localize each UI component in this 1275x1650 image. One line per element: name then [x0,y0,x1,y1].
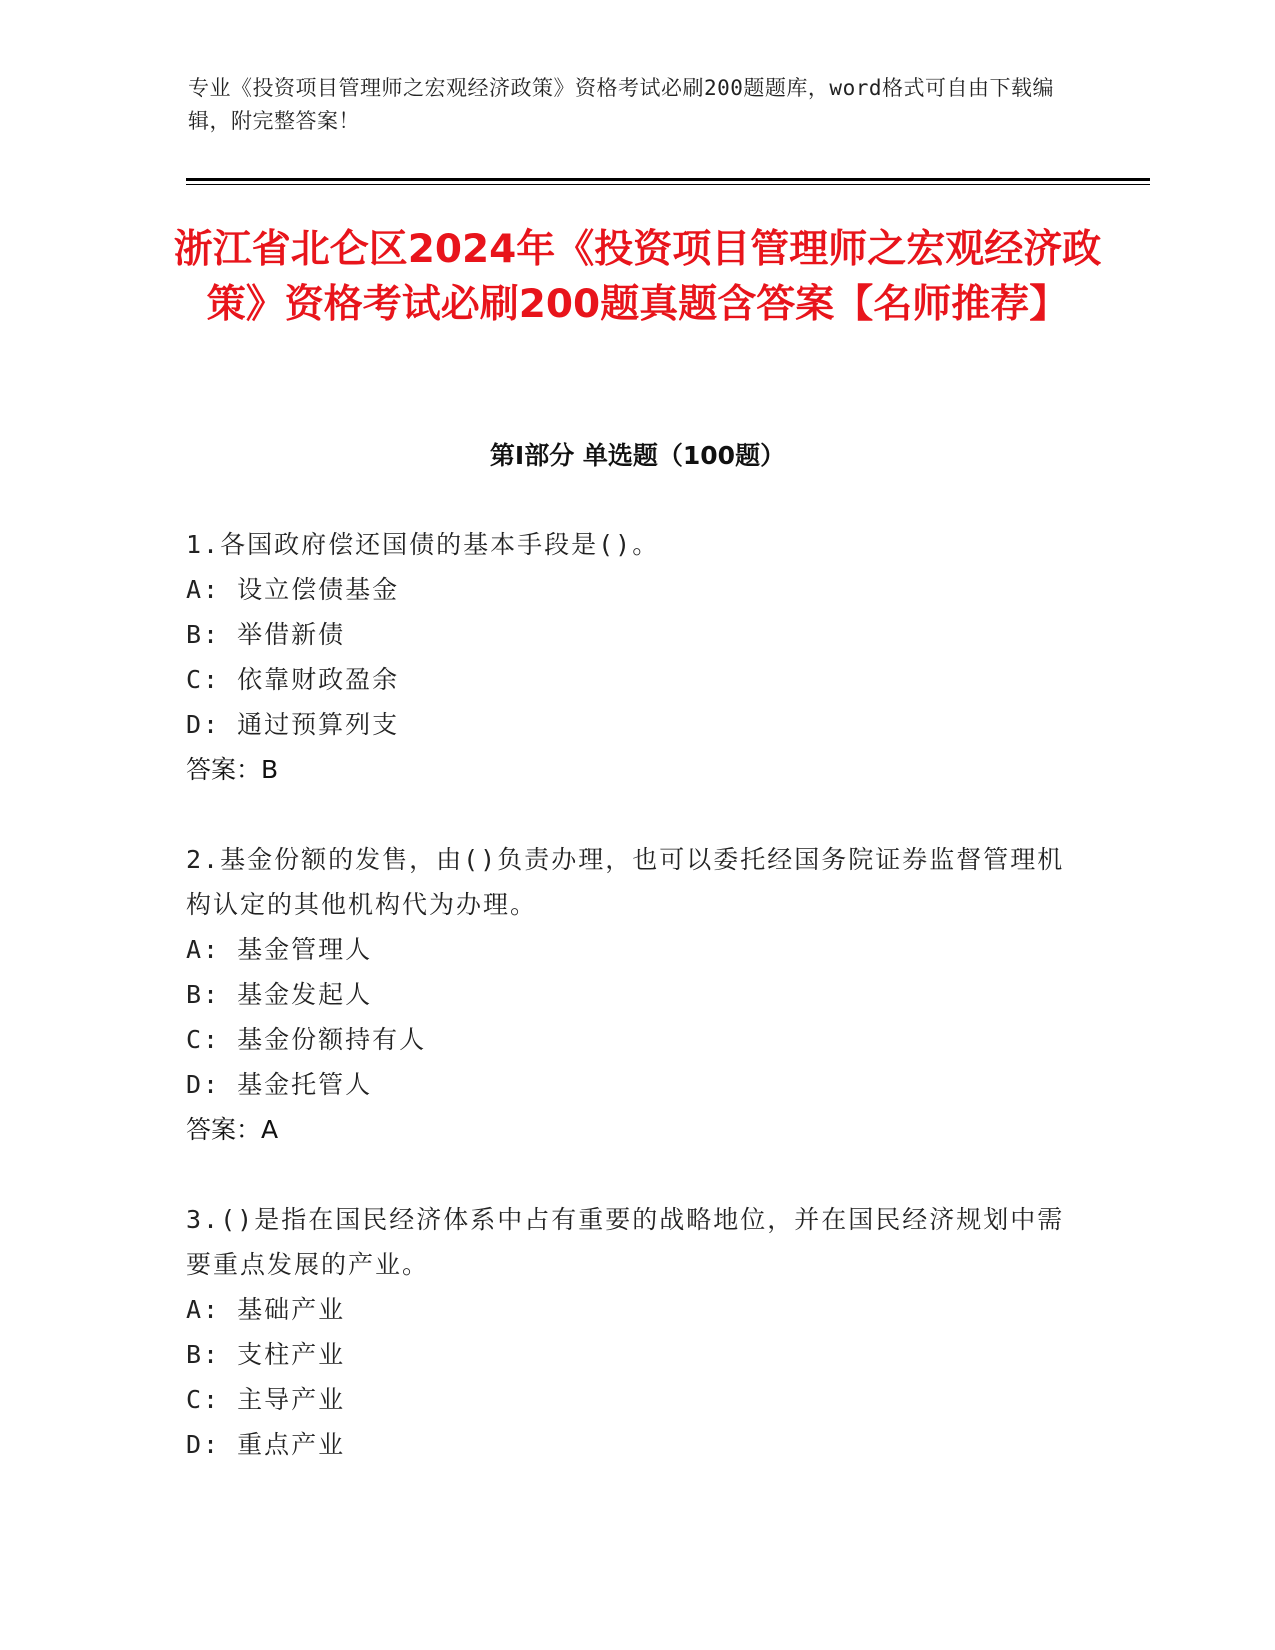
option-a: A: 设立偿债基金 [186,575,400,604]
option-d: D: 基金托管人 [186,1070,373,1099]
header-note: 专业《投资项目管理师之宏观经济政策》资格考试必刷200题题库，word格式可自由下载编辑，附完整答案！ [188,76,1054,133]
option-a: A: 基金管理人 [186,935,373,964]
option-c: C: 依靠财政盈余 [186,665,400,694]
document-title: 浙江省北仑区2024年《投资项目管理师之宏观经济政策》资格考试必刷200题真题含答案【名师推荐】 [173,227,1102,327]
option-b: B: 基金发起人 [186,980,373,1009]
option-b: B: 举借新债 [186,620,346,649]
option-a: A: 基础产业 [186,1295,346,1324]
question-text: 2.基金份额的发售，由()负责办理，也可以委托经国务院证券监督管理机构认定的其他机构代为办理。 [186,845,1065,919]
header-rule-thin [186,184,1150,185]
option-b: B: 支柱产业 [186,1340,346,1369]
option-c: C: 主导产业 [186,1385,346,1414]
header-rule-thick [186,178,1150,181]
question-text: 1.各国政府偿还国债的基本手段是()。 [186,530,660,559]
option-d: D: 重点产业 [186,1430,346,1459]
question-text: 3.()是指在国民经济体系中占有重要的战略地位，并在国民经济规划中需要重点发展的产业。 [186,1205,1065,1279]
question-list [186,522,1066,1512]
section-heading: 第I部分 单选题（100题） [489,441,786,470]
answer-line: 答案：A [186,1115,279,1144]
question-3 [186,1197,1066,1467]
question-2 [186,837,1066,1152]
answer-line: 答案：B [186,755,279,784]
option-d: D: 通过预算列支 [186,710,400,739]
option-c: C: 基金份额持有人 [186,1025,427,1054]
question-1 [186,522,1066,792]
